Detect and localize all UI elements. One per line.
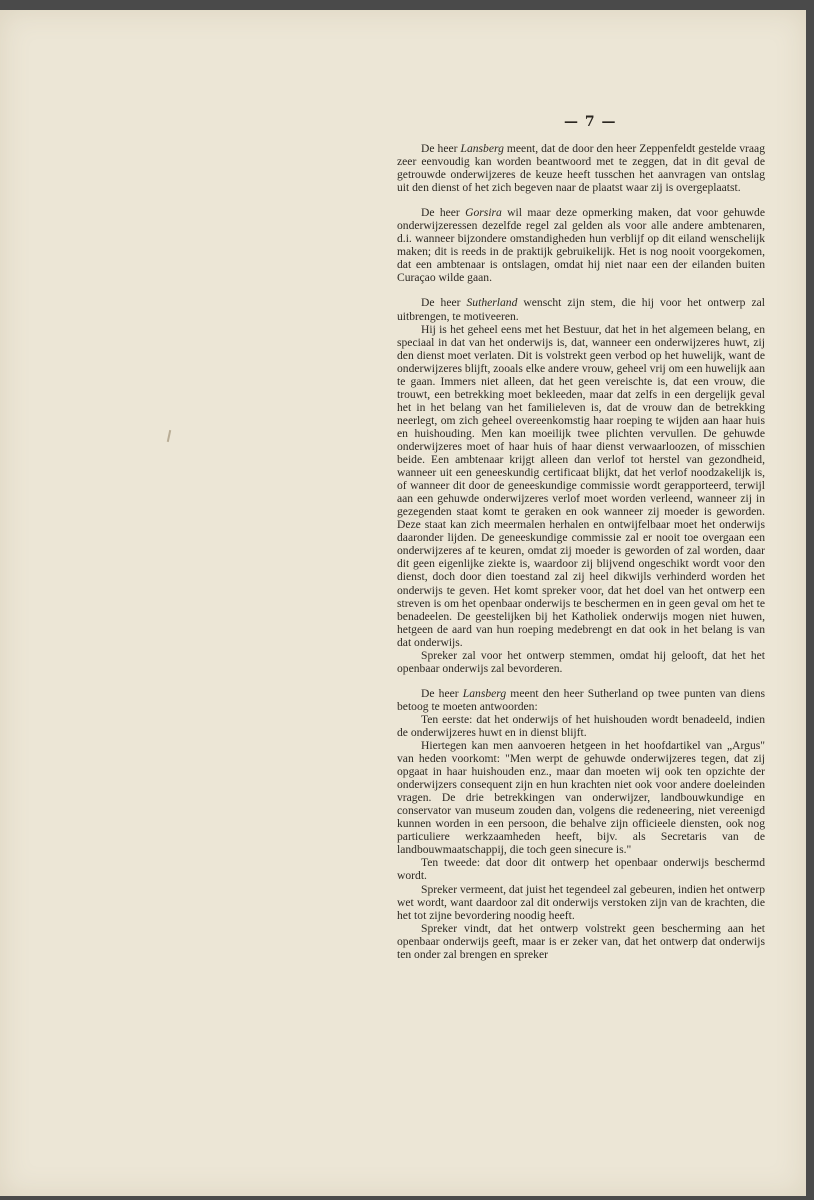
paragraph [397, 323, 765, 649]
paragraph [397, 713, 765, 739]
paragraph-text: Spreker vermeent, dat juist het tegendeel zal gebeuren, indien het ontwerp wet wordt, want daardoor zal dit onderwijs verstoken zijn van de krachten, die het tot zijne bevordering noodig heeft. [397, 882, 765, 922]
paragraph-text: Ten eerste: dat het onderwijs of het huishouden wordt benadeeld, indien de onderwijzeres huwt en in dienst blijft. [397, 712, 765, 739]
paragraph [397, 649, 765, 675]
speaker-name: Gorsira [465, 206, 502, 220]
paragraph [397, 883, 765, 922]
pencil-mark [167, 430, 171, 442]
paragraph [397, 687, 765, 713]
paragraph [397, 206, 765, 284]
page-number: — 7 — [564, 114, 617, 130]
document-page [0, 10, 806, 1196]
paragraph-text: Spreker zal voor het ontwerp stemmen, omdat hij gelooft, dat het het openbaar onderwijs zal bevorderen. [397, 648, 765, 675]
text-column [397, 142, 765, 961]
paragraph-text: De heer [421, 206, 466, 220]
paragraph [397, 142, 765, 194]
paragraph-text: meent den heer Sutherland op twee punten van diens betoog te moeten antwoorden: [397, 686, 765, 713]
paragraph-text: De heer [421, 686, 463, 700]
paragraph [397, 296, 765, 322]
paragraph-text: Hij is het geheel eens met het Bestuur, dat het in het algemeen belang, en speciaal in dat van het onderwijs is, dat, wanneer een onderwijzeres huwt, zij den dienst moet verlaten. Dit is volstrekt geen verbod op het huwelijk, want de onderwijzeres blijft, zooals elke andere vrouw, geheel vrij om een huwelijk aan te gaan. Immers niet alleen, dat het geen vereischte is, dat een vrouw, die trouwt, een betrekking moet bekleeden, maar dat zelfs in een dergelijk geval het in het belang van het familieleven is, dat de vrouw dan de betrekking neerlegt, om zich geheel overeenkomstig haar roeping te wijden aan haar huis en huishouding. Men kan moeilijk twee plichten vervullen. De gehuwde onderwijzeres moet of haar huis of haar dienst verwaarloozen, of misschien beide. Een ambtenaar krijgt alleen dan verlof tot herstel van gezondheid, wanneer uit een geneeskundig certificaat blijkt, dat het verlof noodzakelijk is, of wanneer dit door de geneeskundige commissie wordt gerapporteerd, terwijl aan een gehuwde onderwijzeres verlof moet worden verleend, wanneer zij in gezegenden staat komt te geraken en ook wanneer zij moeder is geworden. Deze staat kan zich meermalen herhalen en ontwijfelbaar moet het onderwijs daaronder lijden. De geneeskundige commissie zal er nooit toe overgaan een onderwijzeres af te keuren, omdat zij moeder is geworden of zal worden, daar dit geen eigenlijke ziekte is, waardoor zij blijvend ongeschikt wordt voor den dienst, doch door dien toestand zal zij heel dikwijls verhinderd worden het onderwijs te geven. Het komt spreker voor, dat het doel van het ontwerp een streven is om het openbaar onderwijs te beschermen en in geen geval om het te benadeelen. De geestelijken bij het Katholiek onderwijs mogen niet huwen, hetgeen de aard van hun roeping medebrengt en dat ook in het belang is van dat onderwijs. [397, 322, 765, 649]
paragraph [397, 856, 765, 882]
paragraph-text: wil maar deze opmerking maken, dat voor gehuwde onderwijzeressen dezelfde regel zal gelden als voor alle andere ambtenaren, d.i. wanneer bijzondere omstandigheden hun verblijf op dit eiland wenschelijk maken; dit is reeds in de praktijk gebruikelijk. Het is nog nooit voorgekomen, dat een ambtenaar is ontslagen, omdat hij niet naar een der eilanden buiten Curaçao wilde gaan. [397, 206, 765, 285]
speaker-name: Sutherland [466, 296, 518, 310]
paragraph-text: Ten tweede: dat door dit ontwerp het openbaar onderwijs beschermd wordt. [397, 856, 765, 883]
paragraph-text: Hiertegen kan men aanvoeren hetgeen in het hoofdartikel van „Argus" van heden voorkomt: "Men werpt de gehuwde onderwijzeres tegen, dat zij opgaat in haar huishouden enz., maar dan moeten wij ook ten opzichte der onderwijzers consequent zijn en hun krachten niet ook voor andere doeleinden vragen. De drie betrekkingen van onderwijzer, landbouwkundige en conservator van museum zouden dan, volgens die redeneering, niet vereenigd kunnen worden in een persoon, die behalve zijn officieele diensten, ook nog particuliere werkzaamheden heeft, bijv. als Secretaris van de landbouwmaatschappij, die toch geen sinecure is." [397, 739, 765, 857]
paragraph-text: De heer [421, 296, 467, 310]
paragraph-text: Spreker vindt, dat het ontwerp volstrekt geen bescherming aan het openbaar onderwijs geeft, maar is er zeker van, dat het ontwerp dat onderwijs ten onder zal brengen en spreker [397, 921, 765, 961]
paragraph-text: wenscht zijn stem, die hij voor het ontwerp zal uitbrengen, te motiveeren. [397, 296, 765, 323]
speaker-name: Lansberg [462, 686, 507, 700]
paragraph-text: De heer [421, 142, 461, 155]
speaker-name: Lansberg [460, 142, 504, 155]
paragraph [397, 739, 765, 856]
paragraph-text: meent, dat de door den heer Zeppenfeldt gestelde vraag zeer eenvoudig kan worden beantwoord met te zeggen, dat in dit geval de getrouwde onderwijzeres de keuze heeft tusschen het aanvragen van ontslag uit den dienst of het zich begeven naar de plaatst waar zij is overgeplaatst. [397, 142, 765, 195]
paragraph [397, 922, 765, 961]
